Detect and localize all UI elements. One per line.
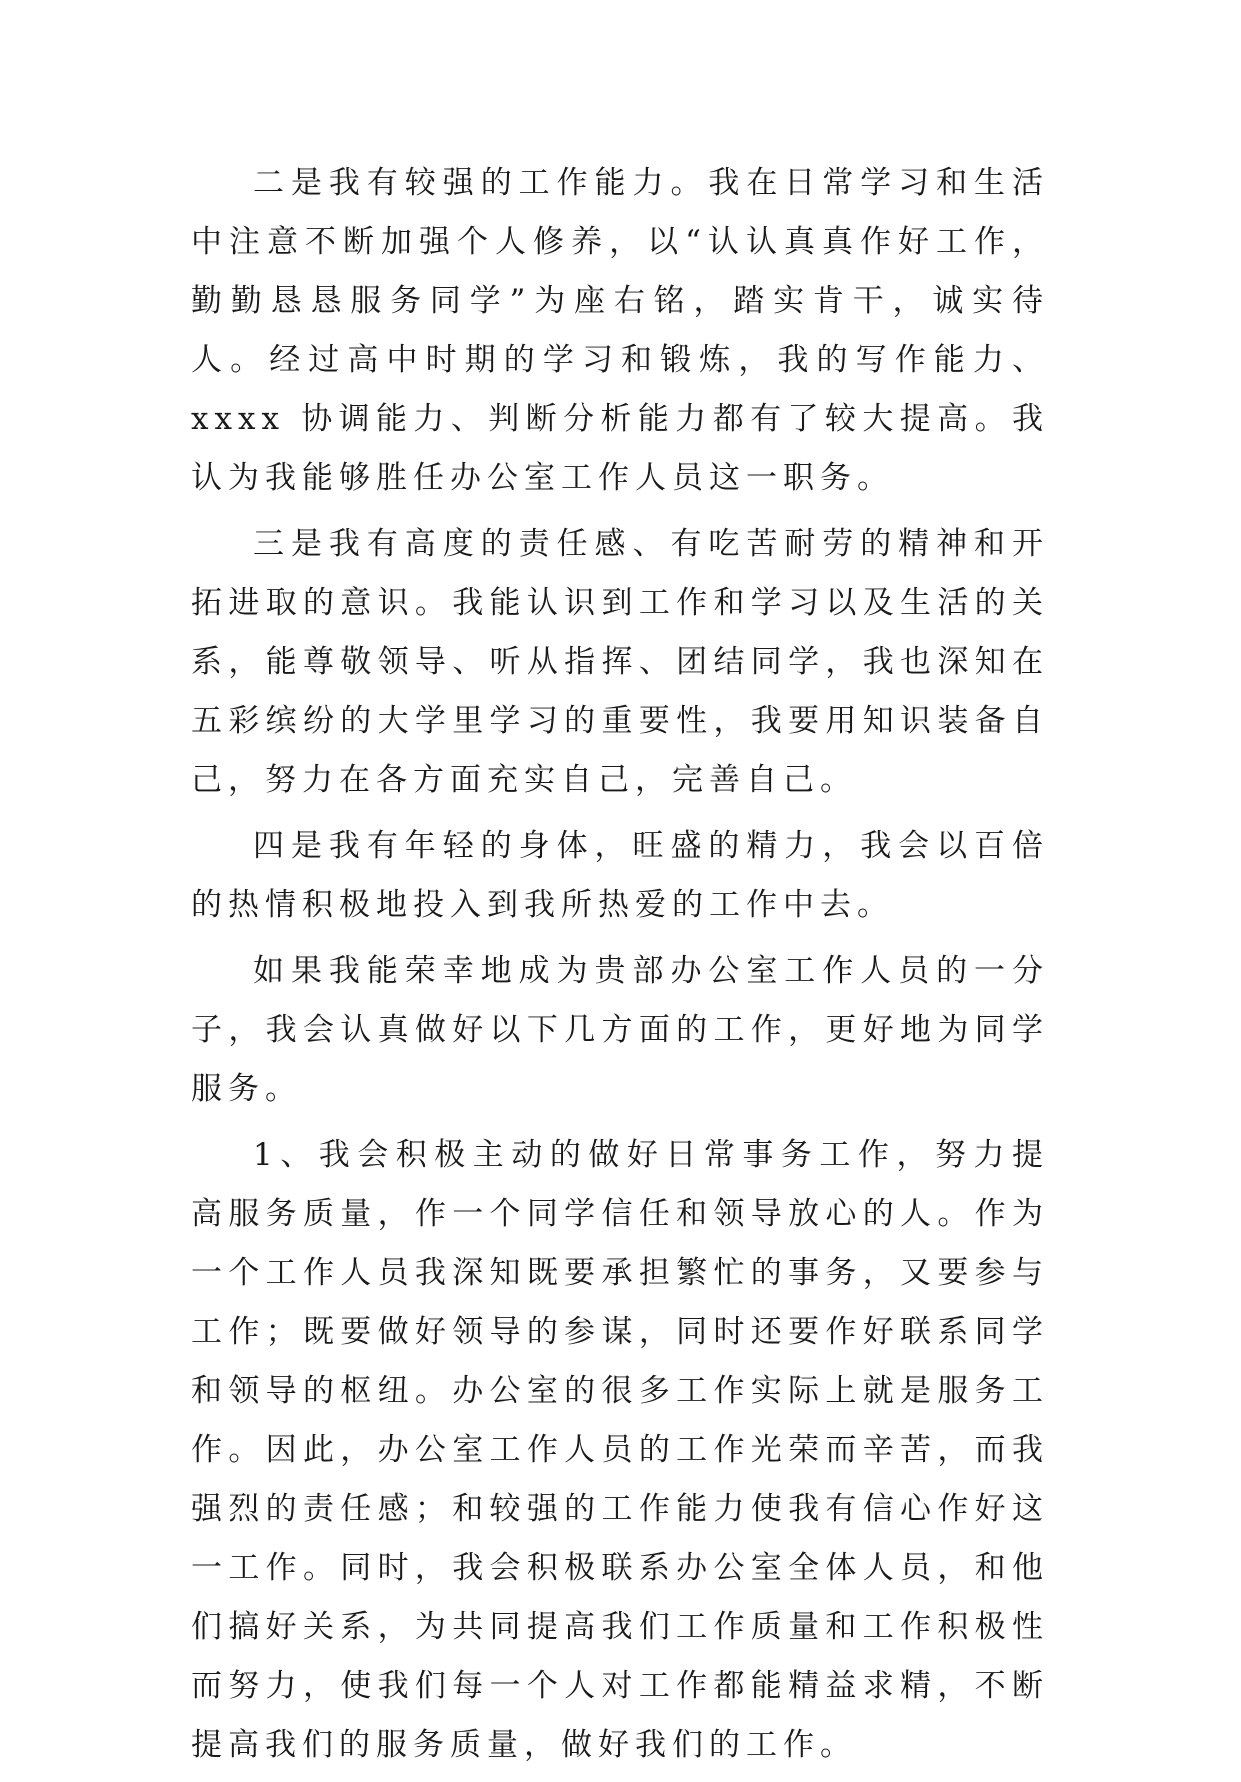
- paragraph-item-1: 1、我会积极主动的做好日常事务工作，努力提高服务质量，作一个同学信任和领导放心的人。作为一个工作人员我深知既要承担繁忙的事务，又要参与工作；既要做好领导的参谋，同时还要作好联系同学和领导的枢纽。办公室的很多工作实际上就是服务工作。因此，办公室工作人员的工作光荣而辛苦，而我强烈的责任感；和较强的工作能力使我有信心作好这一工作。同时，我会积极联系办公室全体人员，和他们搞好关系，为共同提高我们工作质量和工作积极性而努力，使我们每一个人对工作都能精益求精，不断提高我们的服务质量，做好我们的工作。: [191, 1137, 1049, 1763]
- paragraph-commitment: 如果我能荣幸地成为贵部办公室工作人员的一分子，我会认真做好以下几方面的工作，更好地为同学服务。: [191, 953, 1049, 1107]
- paragraph-energy: 四是我有年轻的身体，旺盛的精力，我会以百倍的热情积极地投入到我所热爱的工作中去。: [191, 828, 1049, 923]
- paragraph-work-ability: 二是我有较强的工作能力。我在日常学习和生活中注意不断加强个人修养，以“认认真真作好工作，勤勤恳恳服务同学”为座右铭，踏实肯干，诚实待人。经过高中时期的学习和锻炼，我的写作能力、xxxx 协调能力、判断分析能力都有了较大提高。我认为我能够胜任办公室工作人员这一职务。: [191, 165, 1049, 496]
- paragraph-responsibility: 三是我有高度的责任感、有吃苦耐劳的精神和开拓进取的意识。我能认识到工作和学习以及生活的关系，能尊敬领导、听从指挥、团结同学，我也深知在五彩缤纷的大学里学习的重要性，我要用知识装备自己，努力在各方面充实自己，完善自己。: [191, 526, 1049, 798]
- document-body: [191, 154, 1049, 1782]
